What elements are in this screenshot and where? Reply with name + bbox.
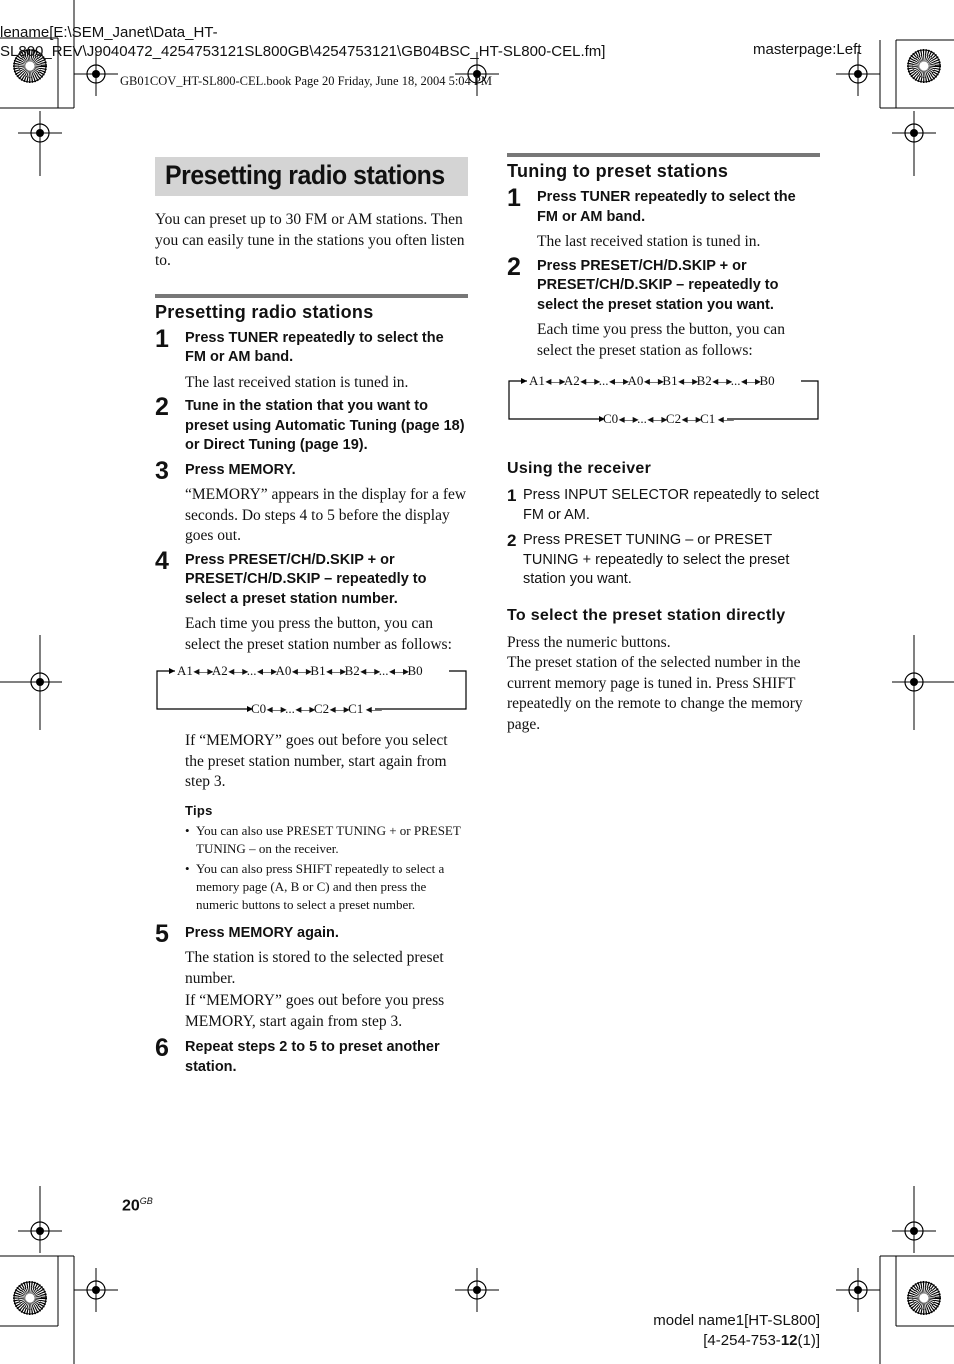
page-number-suffix: GB bbox=[139, 1196, 153, 1206]
seq-item: A1 bbox=[529, 373, 545, 388]
page-title-box bbox=[155, 157, 468, 196]
seq-item: B1 bbox=[662, 373, 678, 388]
seq-item: ... bbox=[378, 663, 389, 678]
after-sequence-note: If “MEMORY” goes out before you select the preset station number, start again from step 3. bbox=[185, 732, 448, 790]
seq-item: C1 bbox=[700, 411, 716, 426]
model-code-line bbox=[703, 1331, 820, 1350]
sequence-bottom-row: C0 ◂—▸ ... ◂—▸ C2 ◂—▸ C1 ◂— bbox=[603, 411, 732, 426]
seq-item: B0 bbox=[407, 663, 423, 678]
step-number: 4 bbox=[155, 546, 169, 575]
seq-item: B1 bbox=[310, 663, 326, 678]
step-number: 6 bbox=[155, 1034, 169, 1062]
step-number: 3 bbox=[155, 456, 169, 485]
page-title: Presetting radio stations bbox=[165, 160, 445, 190]
seq-item: C1 bbox=[348, 701, 364, 716]
direct-paragraph-1: Press the numeric buttons. bbox=[507, 633, 671, 651]
seq-item: C2 bbox=[665, 411, 682, 426]
step-4 bbox=[155, 546, 468, 656]
seq-item: A0 bbox=[627, 373, 644, 388]
direct-select-title: To select the preset station directly bbox=[507, 606, 786, 624]
step-heading: Press PRESET/CH/D.SKIP + or PRESET/CH/D.SKIP – repeatedly to select the preset station you want. bbox=[537, 257, 779, 313]
step-heading: Press MEMORY. bbox=[185, 461, 296, 478]
left-column bbox=[155, 157, 468, 1082]
step-2 bbox=[155, 393, 468, 456]
step-number: 2 bbox=[155, 393, 169, 421]
sequence-bottom-row: C0 ◂—▸ ... ◂—▸ C2 ◂—▸ C1 ◂— bbox=[251, 701, 380, 716]
step-number: 5 bbox=[155, 919, 169, 948]
model-code-suffix: (1)] bbox=[797, 1332, 820, 1349]
seq-item: B2 bbox=[696, 373, 712, 388]
seq-item: C2 bbox=[313, 701, 330, 716]
step-3 bbox=[155, 456, 468, 547]
seq-item: C0 bbox=[603, 411, 619, 426]
seq-item: B2 bbox=[344, 663, 360, 678]
step-heading: Tune in the station that you want to preset using Automatic Tuning (page 18) or Direct Tuning (page 19). bbox=[185, 398, 465, 453]
preset-sequence-diagram bbox=[155, 663, 468, 717]
seq-item: A2 bbox=[211, 663, 228, 678]
intro-paragraph: You can preset up to 30 FM or AM stations. Then you can easily tune in the stations you often listen to. bbox=[155, 211, 465, 269]
tip-item: • You can also use PRESET TUNING + or PRESET TUNING – on the receiver. bbox=[185, 822, 468, 858]
step-heading: Press PRESET/CH/D.SKIP + or PRESET/CH/D.SKIP – repeatedly to select a preset station number. bbox=[185, 551, 427, 607]
book-info-line: GB01COV_HT-SL800-CEL.book Page 20 Friday, June 18, 2004 5:04 PM bbox=[120, 74, 492, 88]
section-rule bbox=[155, 294, 468, 298]
step-number: 1 bbox=[155, 324, 169, 353]
step-2 bbox=[507, 252, 820, 362]
sequence-top-row: A1 ◂—▸ A2 ◂—▸ ... ◂—▸ A0 ◂—▸ B1 ◂—▸ B2 ◂—▸ ... ◂—▸ B0 bbox=[529, 373, 775, 388]
seq-item: A1 bbox=[177, 663, 193, 678]
step-number: 1 bbox=[507, 486, 517, 505]
receiver-step-1 bbox=[507, 486, 820, 525]
seq-item: ... bbox=[730, 373, 741, 388]
seq-item: ... bbox=[637, 411, 647, 426]
step-text: Press INPUT SELECTOR repeatedly to select FM or AM. bbox=[523, 487, 820, 523]
model-code-bold: 12 bbox=[780, 1332, 798, 1349]
step-body: The station is stored to the selected preset number. bbox=[185, 949, 444, 987]
step-heading: Press TUNER repeatedly to select the FM or AM band. bbox=[185, 329, 444, 365]
step-1 bbox=[507, 184, 820, 253]
seq-item: B0 bbox=[759, 373, 775, 388]
seq-item: A2 bbox=[563, 373, 580, 388]
seq-item: A0 bbox=[275, 663, 292, 678]
step-body: Each time you press the button, you can select the preset station as follows: bbox=[537, 321, 785, 359]
section-title: Tuning to preset stations bbox=[507, 161, 729, 181]
section-title: Presetting radio stations bbox=[155, 301, 374, 322]
seq-item: ... bbox=[598, 373, 609, 388]
step-body: The last received station is tuned in. bbox=[537, 233, 761, 250]
step-5 bbox=[155, 919, 468, 1033]
step-body: The last received station is tuned in. bbox=[185, 373, 409, 391]
step-body: “MEMORY” appears in the display for a few seconds. Do steps 4 to 5 before the display goes out. bbox=[185, 486, 467, 544]
tips-title: Tips bbox=[185, 802, 213, 818]
model-name-line: model name1[HT-SL800] bbox=[653, 1312, 820, 1329]
masterpage-label: masterpage:Left bbox=[753, 41, 862, 58]
filename-line-2: SL800_REV\J9040472_4254753121SL800GB\4254753121\GB04BSC_HT-SL800-CEL.fm] bbox=[0, 43, 606, 60]
step-heading: Repeat steps 2 to 5 to preset another station. bbox=[185, 1039, 440, 1075]
step-text: Press PRESET TUNING – or PRESET TUNING + repeatedly to select the preset station you want. bbox=[523, 532, 790, 587]
right-column bbox=[507, 153, 820, 735]
step-heading: Press MEMORY again. bbox=[185, 924, 339, 941]
step-6 bbox=[155, 1034, 468, 1077]
step-1 bbox=[155, 324, 468, 394]
step-number: 2 bbox=[507, 531, 517, 550]
section-rule bbox=[507, 153, 820, 157]
page-number-value: 20 bbox=[122, 1197, 140, 1215]
receiver-title: Using the receiver bbox=[507, 460, 652, 477]
receiver-step-2 bbox=[507, 531, 820, 590]
sequence-top-row: A1 ◂—▸ A2 ◂—▸ ... ◂—▸ A0 ◂—▸ B1 ◂—▸ B2 ◂—▸ ... ◂—▸ B0 bbox=[177, 663, 423, 678]
step-number: 2 bbox=[507, 252, 521, 281]
step-heading: Press TUNER repeatedly to select the FM or AM band. bbox=[537, 189, 796, 225]
page-number bbox=[122, 1196, 153, 1215]
step-number: 1 bbox=[507, 184, 521, 212]
direct-paragraph-2: The preset station of the selected number in the current memory page is tuned in. Press SHIFT repeatedly on the remote to change the memory page. bbox=[507, 654, 803, 733]
tip-item: • You can also press SHIFT repeatedly to select a memory page (A, B or C) and then press the numeric buttons to select a preset number. bbox=[185, 860, 468, 914]
seq-item: ... bbox=[246, 663, 257, 678]
seq-item: C0 bbox=[251, 701, 267, 716]
model-code-prefix: [4-254-753- bbox=[703, 1332, 781, 1349]
step-body-extra: If “MEMORY” goes out before you press MEMORY, start again from step 3. bbox=[185, 992, 445, 1030]
filename-line-1: lename[E:\SEM_Janet\Data_HT- bbox=[0, 24, 218, 41]
seq-item: ... bbox=[285, 701, 295, 716]
step-body: Each time you press the button, you can select the preset station number as follows: bbox=[185, 615, 452, 653]
preset-sequence-diagram bbox=[507, 373, 820, 427]
